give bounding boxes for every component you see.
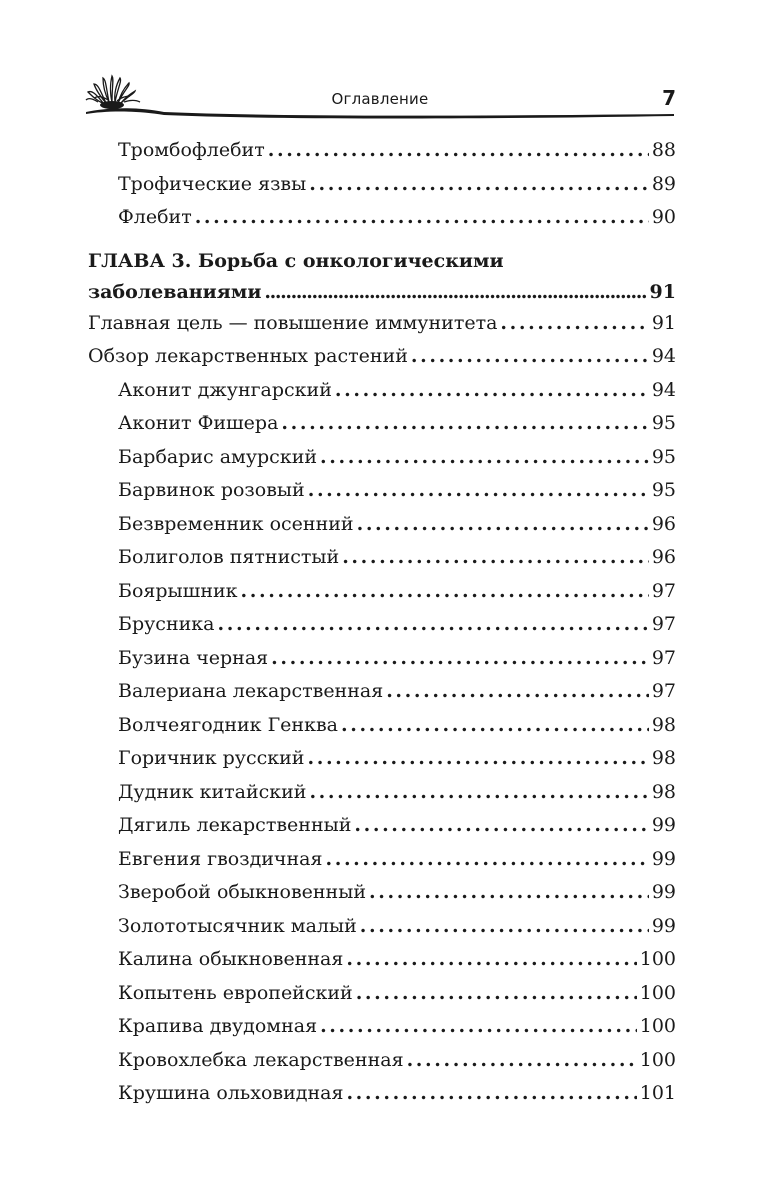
toc-entry-label: Аконит джунгарский: [118, 378, 332, 401]
toc-entry-label: Главная цель — повышение иммунитета: [88, 311, 498, 334]
table-of-contents: [88, 134, 676, 1111]
plant-list: [88, 374, 676, 1111]
toc-entry-page: 99: [651, 847, 676, 870]
dot-leader: [264, 277, 646, 307]
dot-leader: [307, 742, 648, 776]
page-number: 7: [662, 86, 676, 110]
toc-entry-page: 88: [651, 139, 676, 161]
dot-leader: [500, 307, 648, 341]
toc-entry[interactable]: [88, 168, 676, 202]
toc-entry-page: 100: [639, 1015, 676, 1037]
toc-entry-page: 97: [651, 646, 676, 669]
page-header: [84, 72, 676, 122]
toc-entry[interactable]: [88, 1077, 676, 1111]
dot-leader: [346, 943, 636, 977]
dot-leader: [356, 977, 637, 1011]
toc-entry-page: 94: [651, 345, 676, 367]
dot-leader: [320, 441, 649, 475]
toc-entry[interactable]: [88, 508, 676, 542]
chapter-title-line1: ГЛАВА 3. Борьба с онкологическими: [88, 249, 504, 272]
toc-entry-label: Волчеягодник Генква: [118, 713, 338, 736]
toc-entry-label: Калина обыкновенная: [118, 948, 344, 970]
dot-leader: [241, 575, 649, 609]
toc-entry[interactable]: [88, 134, 676, 168]
toc-entry-label: Болиголов пятнистый: [118, 546, 340, 568]
toc-entry[interactable]: [88, 843, 676, 877]
toc-entry-label: Дягиль лекарственный: [118, 814, 352, 836]
chapter-title-line2-entry: [88, 277, 676, 307]
toc-entry-page: 96: [651, 546, 676, 568]
toc-entry[interactable]: [88, 675, 676, 709]
toc-entry-page: 95: [651, 412, 676, 434]
dot-leader: [271, 642, 649, 676]
toc-entry-label: Копытень европейский: [118, 981, 353, 1004]
dot-leader: [195, 201, 649, 235]
toc-entry-page: 94: [651, 378, 676, 401]
toc-entry[interactable]: [88, 1044, 676, 1078]
dot-leader: [325, 843, 648, 877]
toc-entry[interactable]: [88, 742, 676, 776]
toc-entry-label: Барвинок розовый: [118, 479, 305, 501]
dot-leader: [354, 809, 648, 843]
toc-entry[interactable]: [88, 541, 676, 575]
toc-entry[interactable]: [88, 407, 676, 441]
toc-entry-page: 95: [651, 479, 676, 501]
toc-entry[interactable]: [88, 474, 676, 508]
toc-entry-page: 90: [651, 206, 676, 228]
toc-entry[interactable]: [88, 1010, 676, 1044]
toc-entry-page: 101: [639, 1082, 676, 1104]
dot-leader: [407, 1044, 637, 1078]
toc-entry-label: Флебит: [118, 206, 192, 228]
toc-entry-page: 100: [639, 948, 676, 970]
chapter-title-line2: заболеваниями: [88, 280, 262, 303]
dot-leader: [309, 776, 648, 810]
toc-entry-label: Валериана лекарственная: [118, 680, 384, 702]
toc-entry[interactable]: [88, 441, 676, 475]
toc-entry[interactable]: [88, 642, 676, 676]
toc-entry-label: Обзор лекарственных растений: [88, 345, 408, 367]
toc-entry-page: 100: [639, 1048, 676, 1071]
dot-leader: [357, 508, 649, 542]
toc-entry-page: 98: [651, 747, 676, 769]
toc-entry-page: 97: [651, 613, 676, 635]
dot-leader: [342, 541, 649, 575]
toc-entry-page: 100: [639, 981, 676, 1004]
toc-entry[interactable]: [88, 943, 676, 977]
toc-entry[interactable]: [88, 709, 676, 743]
dot-leader: [341, 709, 649, 743]
toc-section-entry[interactable]: [88, 340, 676, 374]
toc-entry-page: 99: [651, 814, 676, 836]
dot-leader: [281, 407, 648, 441]
toc-entry-page: 98: [651, 780, 676, 803]
toc-entry-label: Евгения гвоздичная: [118, 847, 323, 870]
chapter-heading[interactable]: [88, 245, 676, 307]
dot-leader: [386, 675, 649, 709]
toc-entry-page: 97: [651, 579, 676, 602]
toc-entry-page: 96: [651, 512, 676, 535]
toc-entry-page: 99: [651, 881, 676, 903]
toc-entry[interactable]: [88, 608, 676, 642]
toc-entry-page: 98: [651, 713, 676, 736]
toc-entry-page: 95: [651, 445, 676, 468]
dot-leader: [309, 168, 649, 202]
toc-entry-label: Золототысячник малый: [118, 914, 357, 937]
toc-entry[interactable]: [88, 374, 676, 408]
toc-entry[interactable]: [88, 910, 676, 944]
toc-section-entry[interactable]: [88, 307, 676, 341]
dot-leader: [346, 1077, 636, 1111]
chapter-page: 91: [649, 280, 676, 303]
toc-entry-label: Аконит Фишера: [118, 412, 279, 434]
toc-entry-label: Кровохлебка лекарственная: [118, 1048, 404, 1071]
toc-entry-page: 91: [651, 311, 676, 334]
toc-entry[interactable]: [88, 809, 676, 843]
toc-entry[interactable]: [88, 776, 676, 810]
toc-entry[interactable]: [88, 977, 676, 1011]
toc-entry-label: Барбарис амурский: [118, 445, 318, 468]
dot-leader: [268, 134, 649, 168]
toc-entry-label: Крушина ольховидная: [118, 1082, 344, 1104]
toc-entry-page: 89: [651, 172, 676, 195]
toc-entry-label: Дудник китайский: [118, 780, 307, 803]
toc-entry-label: Тромбофлебит: [118, 139, 265, 161]
toc-entry[interactable]: [88, 876, 676, 910]
toc-entry-label: Горичник русский: [118, 747, 305, 769]
page-title: Оглавление: [331, 90, 429, 108]
dot-leader: [308, 474, 649, 508]
toc-entry-label: Брусника: [118, 613, 215, 635]
dot-leader: [217, 608, 648, 642]
dot-leader: [320, 1010, 637, 1044]
toc-entry-label: Бузина черная: [118, 646, 269, 669]
toc-entry-label: Зверобой обыкновенный: [118, 881, 366, 903]
toc-entry-label: Трофические язвы: [118, 172, 307, 195]
dot-leader: [369, 876, 649, 910]
dot-leader: [335, 374, 649, 408]
toc-entry[interactable]: [88, 575, 676, 609]
toc-entry-page: 99: [651, 914, 676, 937]
toc-entry[interactable]: [88, 201, 676, 235]
dot-leader: [411, 340, 649, 374]
toc-entry-label: Безвременник осенний: [118, 512, 354, 535]
dot-leader: [360, 910, 649, 944]
toc-entry-label: Боярышник: [118, 579, 238, 602]
toc-entry-page: 97: [651, 680, 676, 702]
toc-entry-label: Крапива двудомная: [118, 1015, 318, 1037]
